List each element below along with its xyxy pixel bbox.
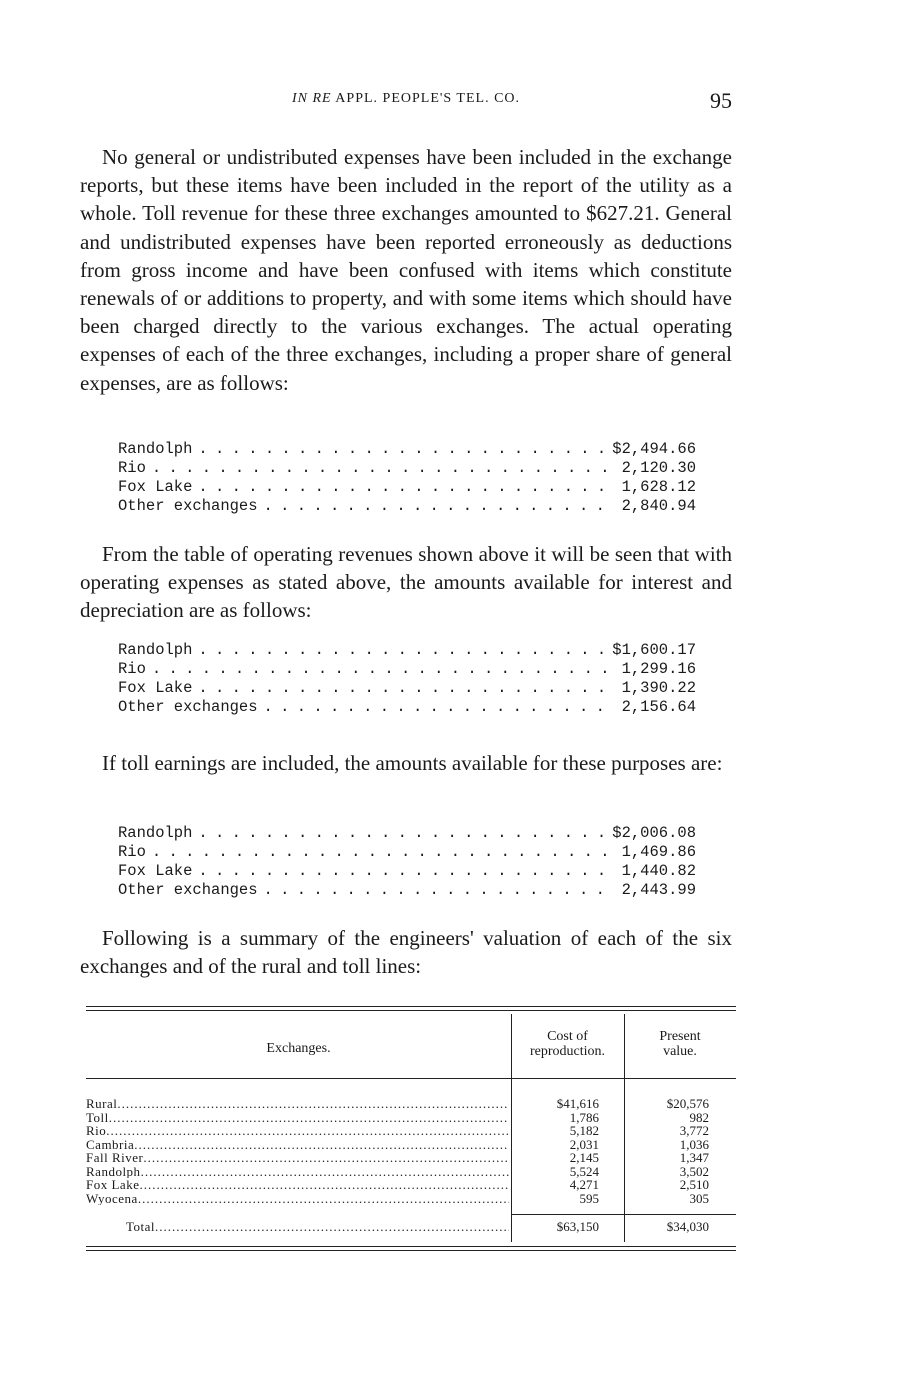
total-present: $34,030 [666, 1219, 709, 1234]
present-value: 305 [689, 1190, 709, 1206]
present-value: 3,502 [679, 1163, 709, 1179]
table-row [86, 1178, 736, 1192]
list-item [118, 440, 696, 459]
paragraph-toll: If toll earnings are included, the amounts available for these purposes are: [102, 751, 723, 775]
exchange-name-cell [86, 1178, 509, 1192]
list-item-value: 2,156.64 [621, 698, 696, 716]
page-number: 95 [710, 88, 732, 113]
list-item [118, 862, 696, 881]
table-row [86, 1097, 736, 1111]
list-item [118, 459, 696, 478]
list-item [118, 660, 696, 679]
list-item-name: Other exchanges [118, 698, 258, 716]
leader-dots [264, 881, 608, 900]
cost-of-reproduction: 5,182 [569, 1123, 599, 1138]
column-header-cost-line2: reproduction. [529, 1044, 606, 1059]
exchange-name-cell [86, 1097, 509, 1111]
list-item [118, 497, 696, 516]
leader-dots [198, 862, 608, 881]
cost-of-reproduction: 4,271 [569, 1177, 599, 1192]
column-header-cost [511, 1029, 624, 1059]
list-item-name: Rio [118, 660, 146, 678]
exchange-name-cell [86, 1124, 509, 1138]
exchange-name: Randolph [86, 1164, 141, 1178]
cost-of-reproduction: $41,616 [556, 1096, 599, 1111]
running-title-italic: IN RE [291, 91, 332, 106]
cost-of-reproduction: 2,031 [569, 1136, 599, 1152]
list-item-name: Other exchanges [118, 497, 258, 515]
list-item-name: Fox Lake [118, 862, 193, 880]
list-item-value: 2,840.94 [621, 497, 696, 515]
list-item-value: 1,440.82 [621, 862, 696, 880]
cost-of-reproduction: 2,145 [569, 1150, 599, 1165]
table-row [86, 1151, 736, 1165]
running-title [80, 91, 732, 107]
column-header-present [624, 1029, 736, 1059]
present-value: $20,576 [666, 1096, 709, 1111]
total-row [86, 1219, 736, 1235]
cost-of-reproduction: 595 [579, 1190, 599, 1206]
exchange-name: Cambria [86, 1137, 135, 1151]
exchange-name-cell [86, 1151, 509, 1165]
exchange-name: Rio [86, 1124, 107, 1138]
running-head [80, 88, 732, 112]
column-header-cost-line1: Cost of [547, 1029, 588, 1044]
operating-expenses-list [118, 440, 696, 516]
list-item-name: Randolph [118, 440, 193, 458]
present-value: 1,347 [679, 1150, 709, 1165]
leader-dots [264, 497, 608, 516]
leader-dots [152, 843, 608, 862]
list-item [118, 641, 696, 660]
available-with-toll-list [118, 824, 696, 900]
list-item-value: 1,299.16 [621, 660, 696, 678]
exchange-name: Rural [86, 1097, 118, 1111]
list-item-name: Rio [118, 459, 146, 477]
leader-dots [198, 641, 608, 660]
column-header-present-line1: Present [659, 1029, 701, 1044]
exchange-name-cell [86, 1138, 509, 1152]
cost-of-reproduction: 1,786 [569, 1109, 599, 1125]
list-item-value: $1,600.17 [612, 641, 696, 659]
header-rule [86, 1078, 736, 1079]
leader-dots [198, 824, 608, 843]
exchange-name-cell [86, 1165, 509, 1179]
list-item-name: Other exchanges [118, 881, 258, 899]
list-item-value: 2,120.30 [621, 459, 696, 477]
list-item-name: Rio [118, 843, 146, 861]
table-bottom-rule [86, 1246, 736, 1247]
exchange-name-cell [86, 1111, 509, 1125]
list-item [118, 478, 696, 497]
list-item-value: $2,494.66 [612, 440, 696, 458]
total-label: Total [126, 1219, 156, 1234]
leader-dots [152, 660, 608, 679]
exchange-name: Toll [86, 1110, 109, 1124]
running-title-rest: APPL. PEOPLE'S TEL. CO. [335, 91, 521, 106]
list-item-name: Randolph [118, 641, 193, 659]
column-header-exchanges: Exchanges. [266, 1041, 331, 1056]
present-value: 982 [689, 1109, 709, 1125]
table-row [86, 1111, 736, 1125]
present-value: 2,510 [679, 1177, 709, 1192]
table-top-rule-inner [86, 1010, 736, 1011]
table-row [86, 1138, 736, 1152]
paragraph-expenses: No general or undistributed expenses have been included in the exchange reports, but these items have been included in the report of the utility as a whole. Toll revenue for these three exchanges amounted to $627.21. General and undistributed expenses have been reported erroneously as deductions from gross income and have been confused with items which constitute renewals of or additions to property, and with some items which should have been charged directly to the various exchanges. The actual operating expenses of each of the three exchanges, including a proper share of general expenses, are as follows: [80, 145, 732, 395]
valuation-table [86, 1006, 736, 1256]
list-item-name: Randolph [118, 824, 193, 842]
total-cost: $63,150 [556, 1219, 599, 1234]
leader-dots [264, 698, 608, 717]
valuation-rows [86, 1097, 736, 1205]
paragraph-available: From the table of operating revenues shown above it will be seen that with operating expenses as stated above, the amounts available for interest and depreciation are as follows: [80, 542, 732, 623]
table-row [86, 1192, 736, 1206]
available-interest-list [118, 641, 696, 717]
present-value: 1,036 [679, 1136, 709, 1152]
list-item-name: Fox Lake [118, 679, 193, 697]
exchange-name: Fall River [86, 1151, 144, 1165]
list-item [118, 843, 696, 862]
list-item [118, 824, 696, 843]
list-item-value: 1,628.12 [621, 478, 696, 496]
leader-dots [198, 679, 608, 698]
cost-of-reproduction: 5,524 [569, 1163, 599, 1179]
paragraph-valuation: Following is a summary of the engineers' valuation of each of the six exchanges and of the rural and toll lines: [80, 926, 732, 979]
list-item [118, 881, 696, 900]
exchange-name: Wyocena [86, 1191, 138, 1205]
table-row [86, 1165, 736, 1179]
column-header-present-line2: value. [663, 1044, 697, 1059]
total-label-cell [86, 1219, 509, 1235]
list-item-name: Fox Lake [118, 478, 193, 496]
list-item-value: 1,390.22 [621, 679, 696, 697]
leader-dots [152, 459, 608, 478]
list-item-value: 1,469.86 [621, 843, 696, 861]
list-item [118, 679, 696, 698]
total-rule [511, 1214, 736, 1215]
leader-dots [198, 478, 608, 497]
exchange-name: Fox Lake [86, 1178, 140, 1192]
list-item-value: $2,006.08 [612, 824, 696, 842]
exchange-name-cell [86, 1192, 509, 1206]
table-row [86, 1124, 736, 1138]
leader-dots [198, 440, 608, 459]
list-item-value: 2,443.99 [621, 881, 696, 899]
list-item [118, 698, 696, 717]
present-value: 3,772 [679, 1123, 709, 1138]
table-top-rule [86, 1006, 736, 1007]
table-bottom-rule-inner [86, 1250, 736, 1251]
